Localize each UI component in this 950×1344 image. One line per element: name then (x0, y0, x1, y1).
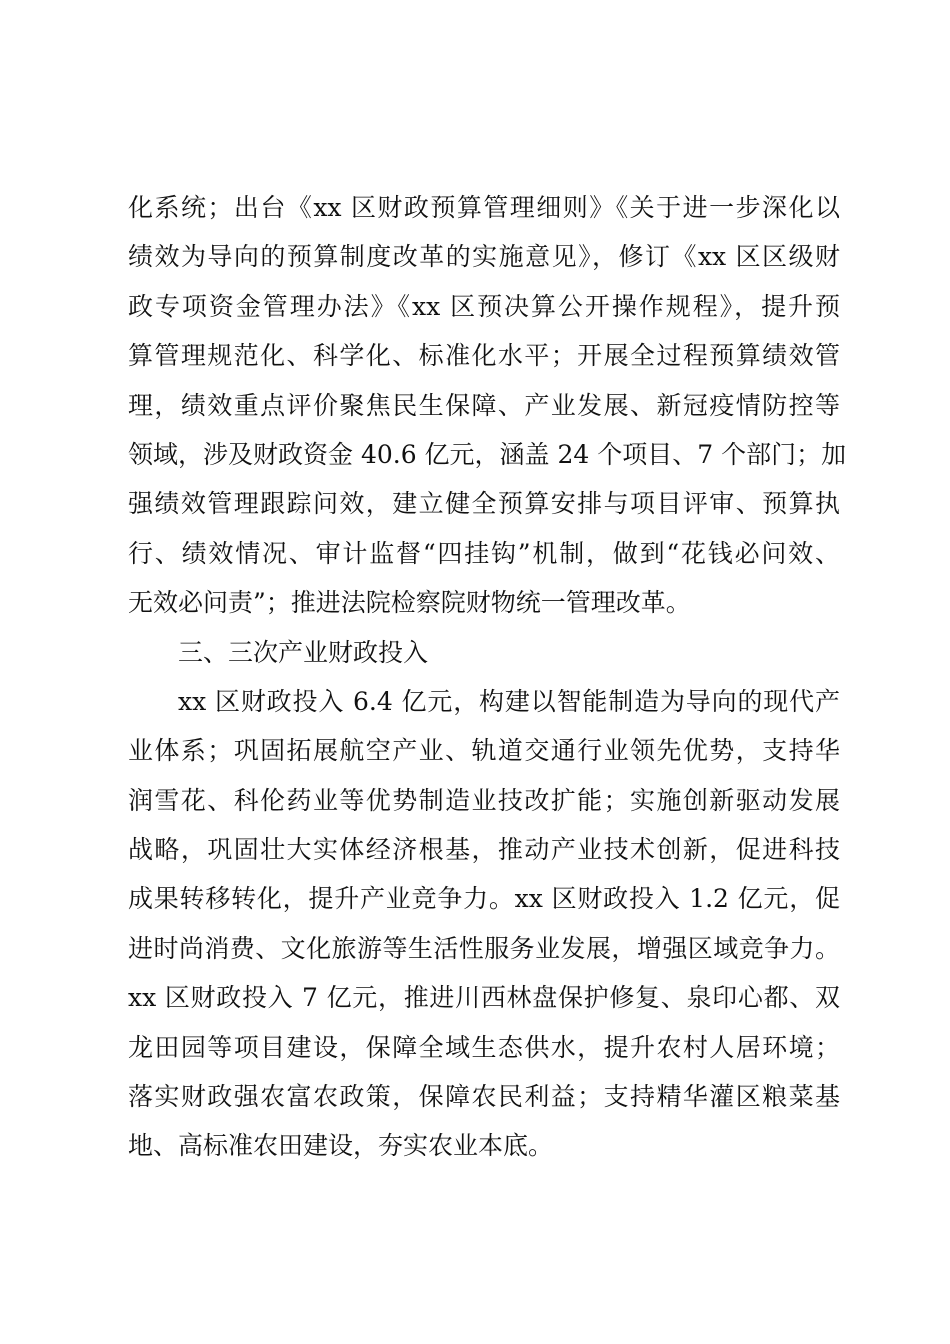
paragraph-2-line-9: 落实财政强农富农政策，保障农民利益；支持精华灌区粮菜基 (128, 1082, 840, 1112)
paragraph-1-line-5: 理，绩效重点评价聚焦民生保障、产业发展、新冠疫情防控等 (128, 390, 840, 420)
paragraph-1-line-9: 无效必问责”；推进法院检察院财物统一管理改革。 (128, 588, 691, 618)
document-body (128, 183, 847, 1171)
paragraph-2-line-4: 战略，巩固壮大实体经济根基，推动产业技术创新，促进科技 (128, 835, 840, 865)
paragraph-1-line-2: 绩效为导向的预算制度改革的实施意见》，修订《xx 区区级财 (128, 242, 840, 272)
paragraph-2-line-3: 润雪花、科伦药业等优势制造业技改扩能；实施创新驱动发展 (128, 785, 840, 815)
paragraph-2-line-7: xx 区财政投入 7 亿元，推进川西林盘保护修复、泉印心都、双 (128, 983, 840, 1013)
paragraph-2-line-10: 地、高标准农田建设，夯实农业本底。 (128, 1131, 554, 1161)
paragraph-2-line-8: 龙田园等项目建设，保障全域生态供水，提升农村人居环境； (128, 1032, 840, 1062)
paragraph-2-line-1: xx 区财政投入 6.4 亿元，构建以智能制造为导向的现代产 (178, 686, 840, 716)
paragraph-1-line-6: 领域，涉及财政资金 40.6 亿元，涵盖 24 个项目、7 个部门；加 (128, 439, 847, 469)
paragraph-2-line-5: 成果转移转化，提升产业竞争力。xx 区财政投入 1.2 亿元，促 (128, 884, 840, 914)
section-heading: 三、三次产业财政投入 (178, 637, 429, 667)
paragraph-1-line-4: 算管理规范化、科学化、标准化水平；开展全过程预算绩效管 (128, 341, 840, 371)
paragraph-1-line-1: 化系统；出台《xx 区财政预算管理细则》《关于进一步深化以 (128, 193, 840, 222)
paragraph-2-line-6: 进时尚消费、文化旅游等生活性服务业发展，增强区域竞争力。 (128, 933, 840, 963)
paragraph-2-line-2: 业体系；巩固拓展航空产业、轨道交通行业领先优势，支持华 (128, 736, 840, 766)
paragraph-1-line-8: 行、绩效情况、审计监督“四挂钩”机制，做到“花钱必问效、 (128, 538, 840, 568)
paragraph-1-line-7: 强绩效管理跟踪问效，建立健全预算安排与项目评审、预算执 (128, 489, 840, 519)
paragraph-1-line-3: 政专项资金管理办法》《xx 区预决算公开操作规程》，提升预 (128, 291, 840, 321)
